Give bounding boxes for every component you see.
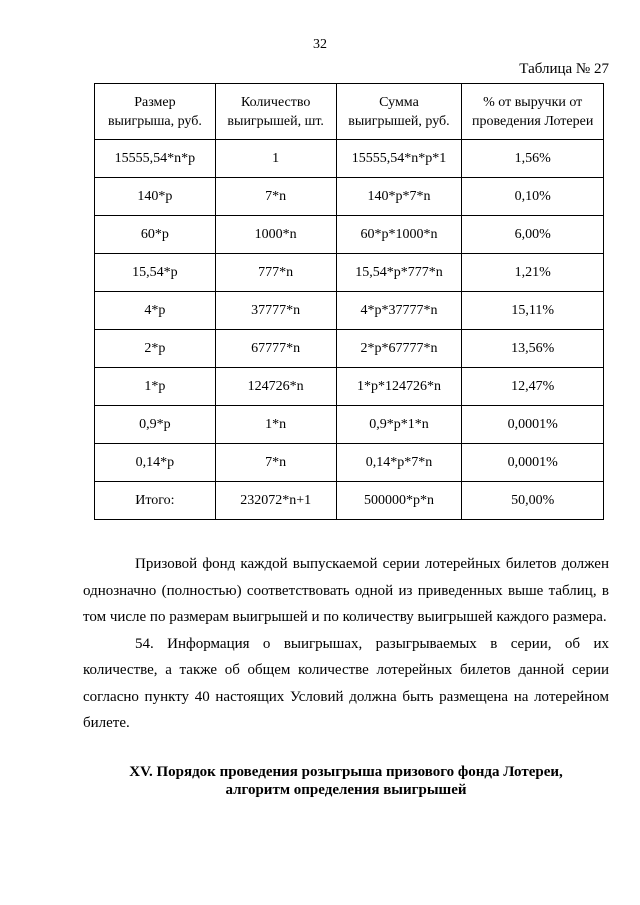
table-cell: 4*p*37777*n: [336, 292, 462, 330]
header-revenue-percent: [462, 84, 604, 140]
table-cell: 15,54*p: [95, 254, 216, 292]
table-cell: 15,11%: [462, 292, 604, 330]
table-row: [95, 292, 604, 330]
table-caption: Таблица № 27: [519, 61, 609, 77]
table-body: [95, 140, 604, 520]
body-text: [83, 551, 609, 737]
table-cell: 2*p*67777*n: [336, 330, 462, 368]
table-cell: 0,10%: [462, 178, 604, 216]
table-cell: 140*p: [95, 178, 216, 216]
table-cell: 1*n: [215, 406, 336, 444]
table-row: [95, 482, 604, 520]
header-text: выигрышей, руб.: [348, 113, 450, 129]
table-row: [95, 330, 604, 368]
table-cell: 140*p*7*n: [336, 178, 462, 216]
section-heading-line: XV. Порядок проведения розыгрыша призового фонда Лотереи,: [129, 764, 563, 780]
table-row: [95, 406, 604, 444]
table-cell: 1,21%: [462, 254, 604, 292]
header-text: проведения Лотереи: [472, 113, 594, 129]
table-cell: 37777*n: [215, 292, 336, 330]
table-cell: 7*n: [215, 178, 336, 216]
table-cell: 50,00%: [462, 482, 604, 520]
table-row: [95, 216, 604, 254]
table-cell: 1,56%: [462, 140, 604, 178]
table-cell: 0,0001%: [462, 406, 604, 444]
header-prize-size: [95, 84, 216, 140]
table-cell: 60*p: [95, 216, 216, 254]
section-heading-line: алгоритм определения выигрышей: [225, 782, 467, 798]
table-header-row: [95, 84, 604, 140]
table-cell: 67777*n: [215, 330, 336, 368]
table-cell: 13,56%: [462, 330, 604, 368]
table-cell: Итого:: [95, 482, 216, 520]
table-cell: 2*p: [95, 330, 216, 368]
header-text: Количество: [240, 94, 311, 110]
table-cell: 1000*n: [215, 216, 336, 254]
table-cell: 12,47%: [462, 368, 604, 406]
table-row: [95, 178, 604, 216]
table-cell: 0,9*p: [95, 406, 216, 444]
table-cell: 1*p: [95, 368, 216, 406]
table-cell: 0,0001%: [462, 444, 604, 482]
header-text: % от выручки от: [483, 94, 583, 110]
table-cell: 1: [215, 140, 336, 178]
paragraph-prize-fund: Призовой фонд каждой выпускаемой серии лотерейных билетов должен однозначно (полностью) соответствовать одной из приведенных выше таблиц, в том числе по размерам выигрышей и по количеству выигрышей каждого размера.: [83, 556, 609, 625]
header-prize-count: [215, 84, 336, 140]
table-cell: 232072*n+1: [215, 482, 336, 520]
prize-table: [94, 83, 604, 520]
table-cell: 0,14*p*7*n: [336, 444, 462, 482]
table-cell: 777*n: [215, 254, 336, 292]
table-cell: 1*p*124726*n: [336, 368, 462, 406]
table-row: [95, 368, 604, 406]
table-cell: 6,00%: [462, 216, 604, 254]
header-text: Размер: [134, 94, 176, 110]
table-cell: 15555,54*n*p*1: [336, 140, 462, 178]
header-text: выигрыша, руб.: [107, 113, 202, 129]
table-cell: 0,14*p: [95, 444, 216, 482]
table-cell: 500000*p*n: [336, 482, 462, 520]
table-cell: 60*p*1000*n: [336, 216, 462, 254]
page-number: 32: [313, 37, 327, 52]
table-row: [95, 444, 604, 482]
table-cell: 15555,54*n*p: [95, 140, 216, 178]
table-cell: 7*n: [215, 444, 336, 482]
paragraph-54: 54. Информация о выигрышах, разыгрываемых в серии, об их количестве, а также об общем количестве лотерейных билетов данной серии согласно пункту 40 настоящих Условий должна быть размещена на лотерейном билете.: [83, 635, 609, 731]
table-cell: 15,54*p*777*n: [336, 254, 462, 292]
header-prize-sum: [336, 84, 462, 140]
table-cell: 0,9*p*1*n: [336, 406, 462, 444]
table-row: [95, 254, 604, 292]
header-text: Сумма: [379, 94, 419, 110]
table-cell: 124726*n: [215, 368, 336, 406]
table-cell: 4*p: [95, 292, 216, 330]
section-heading: [83, 763, 609, 799]
header-text: выигрышей, шт.: [227, 113, 324, 129]
table-row: [95, 140, 604, 178]
